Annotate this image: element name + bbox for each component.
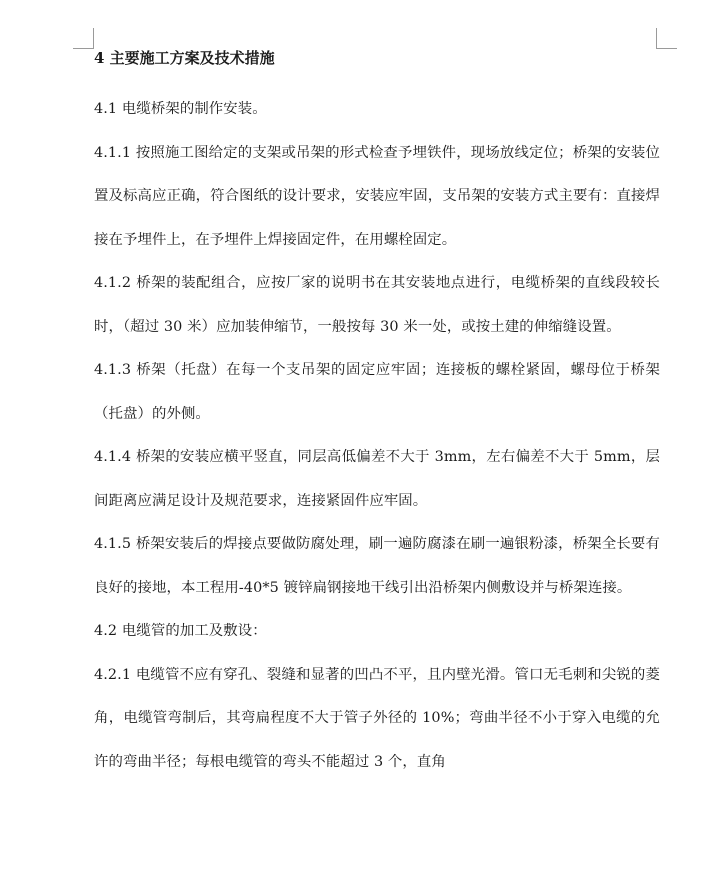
paragraph-4-1-1: 4.1.1 按照施工图给定的支架或吊架的形式检查予埋铁件，现场放线定位；桥架的安装位置及标高应正确，符合图纸的设计要求，安装应牢固，支吊架的安装方式主要有：直接焊接在予埋件上，在予埋件上焊接固定件，在用螺栓固定。 (94, 144, 660, 248)
section-heading: 4 主要施工方案及技术措施 (94, 49, 275, 67)
paragraph-4-2: 4.2 电缆管的加工及敷设： (94, 623, 267, 639)
paragraph-4-1: 4.1 电缆桥架的制作安装。 (94, 101, 267, 117)
paragraph-4-2-1: 4.2.1 电缆管不应有穿孔、裂缝和显著的凹凸不平，且内壁光滑。管口无毛刺和尖锐的菱角，电缆管弯制后，其弯扁程度不大于管子外径的 10%；弯曲半径不小于穿入电缆的允许的弯曲半径；每根电缆管的弯头不能超过 3 个，直角 (94, 666, 660, 770)
paragraph-4-1-3: 4.1.3 桥架（托盘）在每一个支吊架的固定应牢固；连接板的螺栓紧固，螺母位于桥架（托盘）的外侧。 (94, 362, 660, 422)
paragraph-4-1-4: 4.1.4 桥架的安装应横平竖直，同层高低偏差不大于 3mm，左右偏差不大于 5mm，层间距离应满足设计及规范要求，连接紧固件应牢固。 (94, 449, 660, 509)
paragraph-4-1-5: 4.1.5 桥架安装后的焊接点要做防腐处理，刷一遍防腐漆在刷一遍银粉漆，桥架全长要有良好的接地，本工程用-40*5 镀锌扁钢接地干线引出沿桥架内侧敷设并与桥架连接。 (94, 536, 660, 596)
margin-corner-mark-top-left (73, 28, 94, 49)
paragraph-4-1-2: 4.1.2 桥架的装配组合，应按厂家的说明书在其安装地点进行，电缆桥架的直线段较长时，（超过 30 米）应加装伸缩节，一般按每 30 米一处，或按土建的伸缩缝设置。 (94, 275, 660, 335)
document-body (94, 44, 660, 784)
